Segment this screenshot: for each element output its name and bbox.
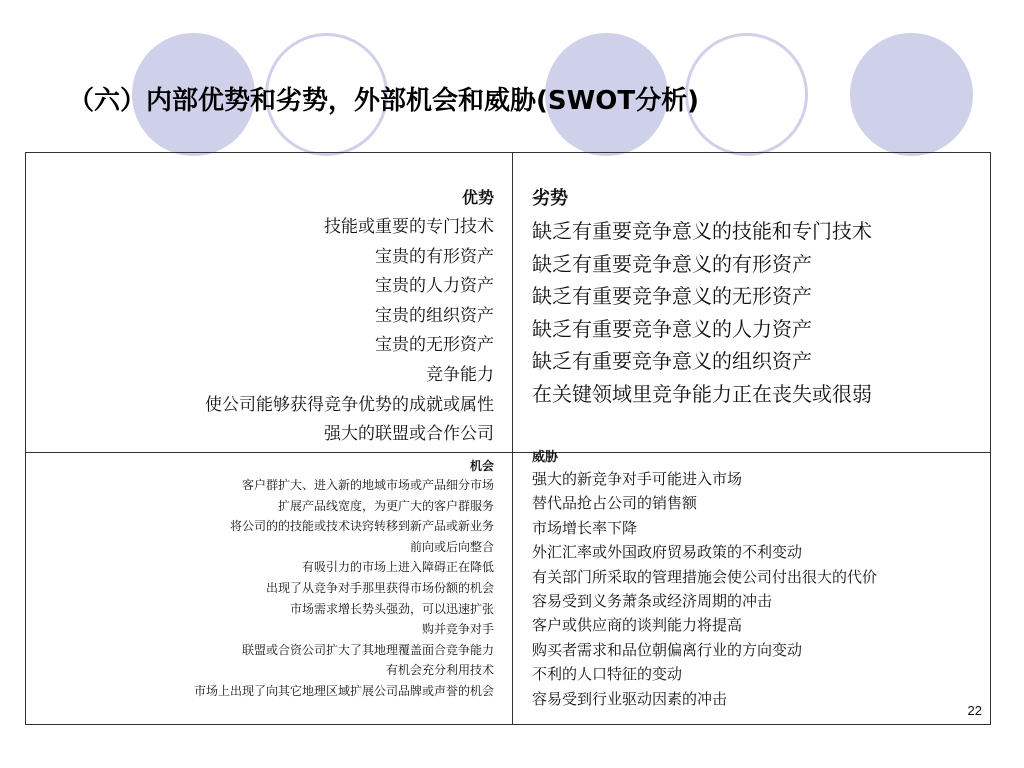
list-item: 容易受到行业驱动因素的冲击 bbox=[532, 689, 728, 708]
list-item: 宝贵的有形资产 bbox=[375, 246, 494, 267]
slide-title: （六）内部优势和劣势，外部机会和威胁(SWOT分析) bbox=[68, 86, 700, 116]
table-vertical-divider bbox=[512, 153, 513, 724]
opportunities-list bbox=[26, 475, 494, 702]
list-item: 缺乏有重要竞争意义的人力资产 bbox=[532, 316, 812, 341]
list-item: 宝贵的无形资产 bbox=[375, 335, 494, 356]
list-item: 技能或重要的专门技术 bbox=[324, 217, 494, 237]
list-item: 竞争能力 bbox=[426, 364, 494, 385]
list-item: 购买者需求和品位朝偏离行业的方向变动 bbox=[532, 640, 803, 659]
strengths-heading: 优势 bbox=[461, 188, 494, 207]
list-item: 强大的联盟或合作公司 bbox=[324, 424, 494, 445]
list-item: 缺乏有重要竞争意义的技能和专门技术 bbox=[532, 219, 872, 243]
list-item: 有关部门所采取的管理措施会使公司付出很大的代价 bbox=[532, 567, 878, 586]
list-item: 缺乏有重要竞争意义的组织资产 bbox=[532, 349, 812, 373]
list-item: 强大的新竞争对手可能进入市场 bbox=[532, 470, 743, 488]
threats-list bbox=[532, 467, 987, 711]
list-item: 容易受到义务萧条或经济周期的冲击 bbox=[532, 592, 773, 611]
list-item: 将公司的的技能或技术诀窍转移到新产品或新业务 bbox=[229, 519, 494, 534]
list-item: 宝贵的组织资产 bbox=[375, 305, 494, 326]
list-item: 缺乏有重要竞争意义的无形资产 bbox=[532, 284, 812, 308]
strengths-list bbox=[26, 213, 494, 450]
list-item: 缺乏有重要竞争意义的有形资产 bbox=[532, 251, 812, 276]
threats-quadrant bbox=[532, 449, 987, 711]
list-item: 客户群扩大、进入新的地域市场或产品细分市场 bbox=[241, 478, 494, 492]
list-item: 前向或后向整合 bbox=[409, 539, 494, 554]
list-item: 市场上出现了向其它地理区域扩展公司品牌或声誉的机会 bbox=[193, 683, 494, 698]
list-item: 有吸引力的市场上进入障碍正在降低 bbox=[301, 560, 494, 575]
list-item: 使公司能够获得竞争优势的成就或属性 bbox=[205, 394, 494, 415]
weaknesses-list bbox=[532, 215, 987, 410]
opportunities-heading: 机会 bbox=[469, 459, 494, 473]
list-item: 市场需求增长势头强劲，可以迅速扩张 bbox=[289, 601, 494, 616]
list-item: 外汇汇率或外国政府贸易政策的不利变动 bbox=[532, 543, 803, 562]
swot-table bbox=[25, 152, 991, 725]
page-number: 22 bbox=[967, 703, 982, 718]
decorative-circle-5 bbox=[850, 33, 973, 156]
list-item: 扩展产品线宽度，为更广大的客户群服务 bbox=[277, 498, 494, 513]
list-item: 购并竞争对手 bbox=[421, 622, 494, 637]
list-item: 在关键领域里竞争能力正在丧失或很弱 bbox=[532, 381, 872, 406]
weaknesses-heading: 劣势 bbox=[532, 188, 568, 209]
strengths-quadrant bbox=[26, 183, 494, 450]
list-item: 不利的人口特征的变动 bbox=[532, 665, 683, 684]
threats-heading: 威胁 bbox=[532, 450, 559, 465]
list-item: 宝贵的人力资产 bbox=[375, 276, 494, 297]
opportunities-quadrant bbox=[26, 457, 494, 702]
list-item: 替代品抢占公司的销售额 bbox=[532, 494, 698, 513]
list-item: 有机会充分利用技术 bbox=[385, 663, 494, 678]
list-item: 客户或供应商的谈判能力将提高 bbox=[532, 616, 743, 635]
list-item: 市场增长率下降 bbox=[532, 518, 638, 537]
weaknesses-quadrant bbox=[532, 183, 987, 410]
list-item: 出现了从竞争对手那里获得市场份额的机会 bbox=[265, 580, 494, 595]
decorative-circle-4 bbox=[685, 33, 808, 156]
list-item: 联盟或合资公司扩大了其地理覆盖面合竞争能力 bbox=[241, 642, 494, 657]
